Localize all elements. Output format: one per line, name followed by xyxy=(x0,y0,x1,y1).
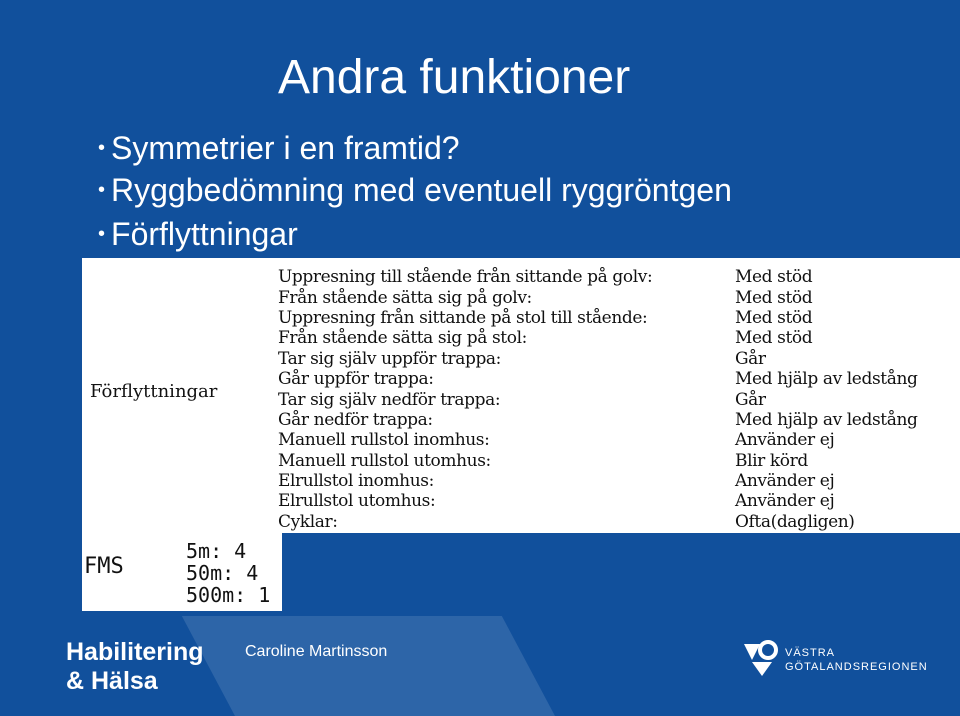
form-row xyxy=(278,369,958,389)
form-question: Manuell rullstol inomhus: xyxy=(278,430,490,451)
region-logo-text xyxy=(785,646,928,674)
fms-value: 50m: 4 xyxy=(186,561,259,585)
form-section-label: Förflyttningar xyxy=(90,381,218,402)
fms-values xyxy=(186,540,270,606)
form-answer: Blir körd xyxy=(735,450,808,471)
form-question: Manuell rullstol utomhus: xyxy=(278,450,491,471)
form-row xyxy=(278,389,958,409)
bullet-item xyxy=(98,130,460,167)
footer xyxy=(0,616,960,716)
form-question: Tar sig själv uppför trappa: xyxy=(278,348,501,369)
brand-line: Habilitering xyxy=(66,638,204,666)
form-answer: Går xyxy=(735,389,766,410)
region-emblem-icon xyxy=(742,638,782,678)
form-question: Uppresning från sittande på stol till stående: xyxy=(278,307,648,328)
form-row xyxy=(278,471,958,491)
form-answer: Använder ej xyxy=(735,471,835,492)
fms-label: FMS xyxy=(84,554,124,579)
form-question: Tar sig själv nedför trappa: xyxy=(278,389,501,410)
form-row xyxy=(278,287,958,307)
form-question: Elrullstol inomhus: xyxy=(278,471,434,492)
fms-value: 500m: 1 xyxy=(186,583,271,607)
form-question: Cyklar: xyxy=(278,511,338,532)
form-rows xyxy=(278,267,958,532)
logo-line: VÄSTRA xyxy=(785,647,836,659)
form-question: Från stående sätta sig på golv: xyxy=(278,287,532,308)
footer-stripe xyxy=(182,616,555,716)
form-answer: Går xyxy=(735,348,766,369)
logo-line: GÖTALANDSREGIONEN xyxy=(785,661,928,673)
form-row xyxy=(278,430,958,450)
bullet-icon: • xyxy=(98,137,106,159)
form-question: Går nedför trappa: xyxy=(278,409,433,430)
author-name: Caroline Martinsson xyxy=(245,643,388,660)
bullet-item xyxy=(98,216,298,253)
form-row xyxy=(278,267,958,287)
fms-value: 5m: 4 xyxy=(186,539,247,563)
scanned-form-image xyxy=(82,258,960,533)
form-row xyxy=(278,451,958,471)
form-answer: Med hjälp av ledstång xyxy=(735,409,918,430)
form-answer: Med stöd xyxy=(735,307,813,328)
bullet-icon: • xyxy=(98,223,106,245)
form-row xyxy=(278,308,958,328)
form-row xyxy=(278,512,958,532)
form-answer: Med stöd xyxy=(735,328,813,349)
form-answer: Med stöd xyxy=(735,267,813,288)
form-row xyxy=(278,410,958,430)
form-answer: Använder ej xyxy=(735,430,835,451)
brand-logo xyxy=(66,638,204,696)
form-row xyxy=(278,491,958,511)
region-logo xyxy=(742,638,932,698)
bullet-text: Ryggbedömning med eventuell ryggröntgen xyxy=(111,172,732,208)
form-question: Går uppför trappa: xyxy=(278,369,434,390)
slide-title: Andra funktioner xyxy=(278,51,631,104)
bullet-icon: • xyxy=(98,179,106,201)
bullet-text: Förflyttningar xyxy=(111,216,298,252)
brand-line: & Hälsa xyxy=(66,667,158,695)
form-answer: Ofta(dagligen) xyxy=(735,511,855,532)
form-question: Elrullstol utomhus: xyxy=(278,491,436,512)
form-row xyxy=(278,349,958,369)
fms-scan-image xyxy=(82,533,282,611)
bullet-text: Symmetrier i en framtid? xyxy=(111,130,460,166)
form-answer: Med hjälp av ledstång xyxy=(735,369,918,390)
bullet-item xyxy=(98,172,732,209)
form-row xyxy=(278,328,958,348)
form-answer: Med stöd xyxy=(735,287,813,308)
form-answer: Använder ej xyxy=(735,491,835,512)
form-question: Uppresning till stående från sittande på golv: xyxy=(278,267,653,288)
form-question: Från stående sätta sig på stol: xyxy=(278,328,527,349)
